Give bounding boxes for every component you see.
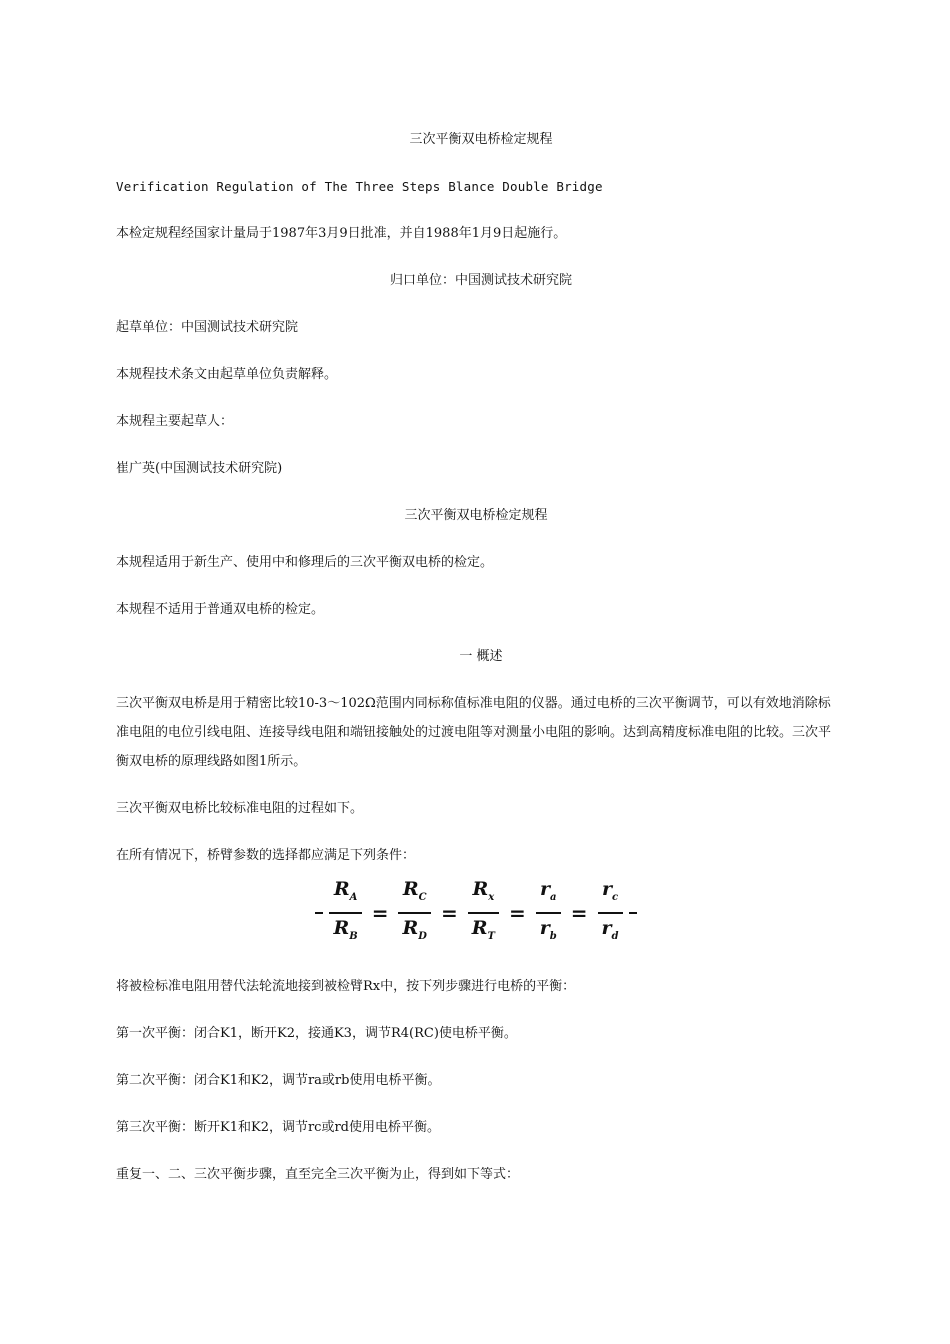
document-page	[116, 125, 836, 1207]
equals-sign: =	[508, 901, 526, 925]
equals-sign: =	[371, 901, 389, 925]
equals-sign: =	[440, 901, 458, 925]
overview-paragraph: 三次平衡双电桥是用于精密比较10-3～102Ω范围内同标称值标准电阻的仪器。通过电桥的三次平衡调节，可以有效地消除标准电阻的电位引线电阻、连接导线电阻和端钮接触处的过渡电阻等对测量小电阻的影响。达到高精度标准电阻的比较。三次平衡双电桥的原理线路如图1所示。	[116, 696, 832, 769]
fraction-ra-rb: $\frac{R_A}{R_B}$	[329, 878, 361, 948]
bridge-ratio-formula	[116, 876, 836, 950]
document-title-english: Verification Regulation of The Three Steps Blance Double Bridge	[116, 179, 603, 194]
fraction-ra-rb-small: $\frac{r_a}{r_b}$	[536, 878, 561, 948]
section-heading: 一 概述	[459, 649, 503, 664]
process-intro: 三次平衡双电桥比较标准电阻的过程如下。	[116, 801, 364, 816]
balance-step-1: 第一次平衡：闭合K1，断开K2，接通K3，调节R4(RC)使电桥平衡。	[116, 1026, 517, 1041]
fraction-rc-rd-small: $\frac{r_c}{r_d}$	[598, 878, 623, 948]
formula-trailing-dash	[629, 912, 637, 914]
formula-leading-dash	[315, 912, 323, 914]
equals-sign: =	[570, 901, 588, 925]
fraction-rc-rd: $\frac{R_C}{R_D}$	[398, 878, 430, 948]
scope-applicable: 本规程适用于新生产、使用中和修理后的三次平衡双电桥的检定。	[116, 555, 494, 570]
repeat-steps-paragraph: 重复一、二、三次平衡步骤，直至完全三次平衡为止，得到如下等式：	[116, 1167, 520, 1182]
substitution-paragraph: 将被检标准电阻用替代法轮流地接到被检臂Rx中，按下列步骤进行电桥的平衡：	[116, 979, 576, 994]
balance-step-3: 第三次平衡：断开K1和K2，调节rc或rd使用电桥平衡。	[116, 1120, 440, 1135]
document-title-repeat: 三次平衡双电桥检定规程	[404, 508, 548, 523]
scope-not-applicable: 本规程不适用于普通双电桥的检定。	[116, 602, 325, 617]
document-title: 三次平衡双电桥检定规程	[409, 132, 553, 147]
responsible-unit: 归口单位：中国测试技术研究院	[389, 273, 572, 288]
drafting-unit: 起草单位：中国测试技术研究院	[116, 320, 299, 335]
drafter-name: 崔广英(中国测试技术研究院)	[116, 461, 283, 476]
main-drafter-label: 本规程主要起草人：	[116, 414, 234, 429]
approval-statement: 本检定规程经国家计量局于1987年3月9日批准，并自1988年1月9日起施行。	[116, 226, 567, 241]
fraction-rx-rt: $\frac{R_x}{R_T}$	[468, 878, 499, 948]
balance-step-2: 第二次平衡：闭合K1和K2，调节ra或rb使用电桥平衡。	[116, 1073, 441, 1088]
condition-intro: 在所有情况下，桥臂参数的选择都应满足下列条件：	[116, 848, 416, 863]
interpretation-statement: 本规程技术条文由起草单位负责解释。	[116, 367, 338, 382]
